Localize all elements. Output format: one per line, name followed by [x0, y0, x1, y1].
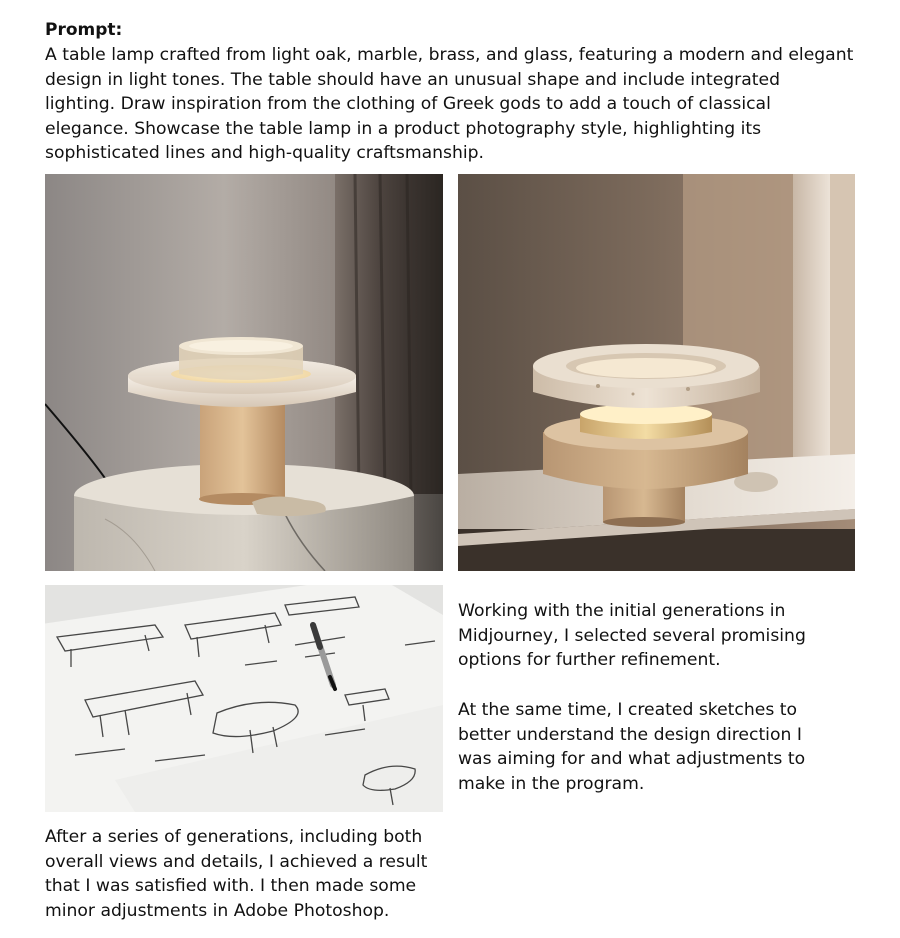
prompt-text: A table lamp crafted from light oak, marble, brass, and glass, featuring a modern and elegant design in light tones. The table should have an unusual shape and include integrated lighting. Draw inspiration from the clothing of Greek gods to add a touch of classical elegance. Showcase the table lamp in a product photography style, highlighting its sophisticated lines and high-quality craftsmanship. — [45, 45, 854, 164]
lamp-photo-marble-brass — [458, 174, 855, 571]
paragraph-midjourney: Working with the initial generations in Midjourney, I selected several promising options for further refinement. — [458, 601, 806, 671]
paragraph-result: After a series of generations, including both overall views and details, I achieved a result that I was satisfied with. I then made some minor adjustments in Adobe Photoshop. — [45, 827, 428, 921]
sketches-photo — [45, 585, 443, 812]
paragraph-sketches: At the same time, I created sketches to better understand the design direction I was aiming for and what adjustments to make in the program. — [458, 700, 806, 794]
lamp-photo-oak-glass — [45, 174, 443, 571]
prompt-label: Prompt: — [45, 20, 123, 40]
